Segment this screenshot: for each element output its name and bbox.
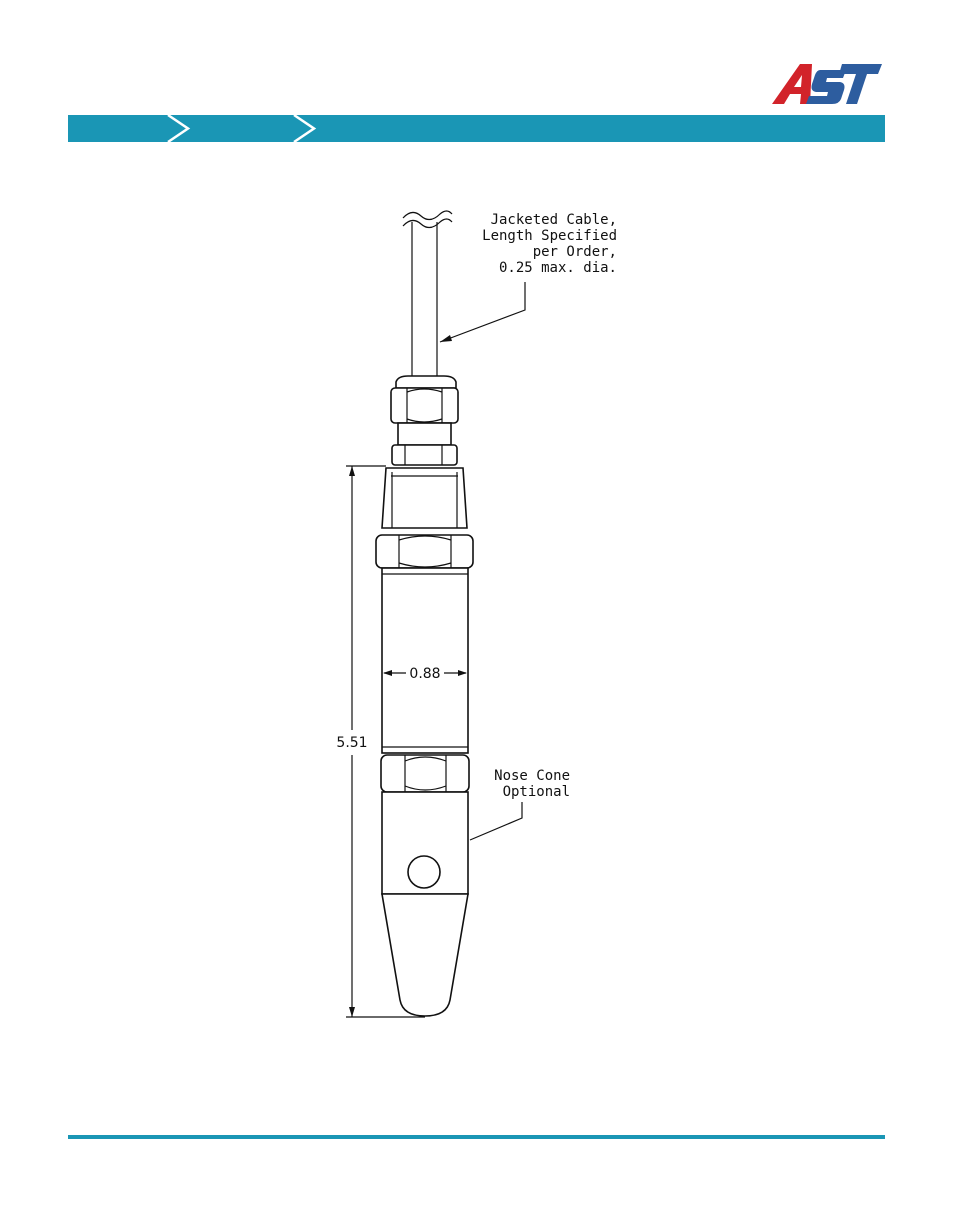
cable-callout-line-2: Length Specified: [482, 228, 617, 244]
logo-text: AST: [770, 62, 772, 63]
length-value: 5.51: [336, 735, 368, 751]
cable-callout-line-3: per Order,: [532, 244, 617, 260]
cable-callout-line-4: 0.25 max. dia.: [498, 260, 617, 276]
threaded-fitting: [382, 468, 467, 528]
sensor-body: [382, 568, 468, 753]
lower-hex: [381, 755, 469, 792]
footer-rule: [68, 1135, 885, 1139]
diameter-value: 0.88: [409, 666, 441, 682]
nose-callout-leader: [470, 802, 522, 840]
vent-hole: [408, 856, 440, 888]
hex-body: [376, 535, 473, 568]
lock-nut: [392, 445, 457, 465]
nose-callout-line-2: Optional: [502, 784, 570, 800]
strain-relief-nut: [391, 376, 458, 423]
jacketed-cable: [412, 222, 437, 378]
cable-break-icon: [403, 211, 452, 228]
nose-cone: [382, 792, 468, 1016]
nose-callout-line-1: Nose Cone: [494, 768, 570, 784]
cable-callout-leader: [440, 282, 525, 342]
cable-callout-line-1: Jacketed Cable,: [490, 212, 617, 228]
connector-neck: [398, 423, 451, 445]
